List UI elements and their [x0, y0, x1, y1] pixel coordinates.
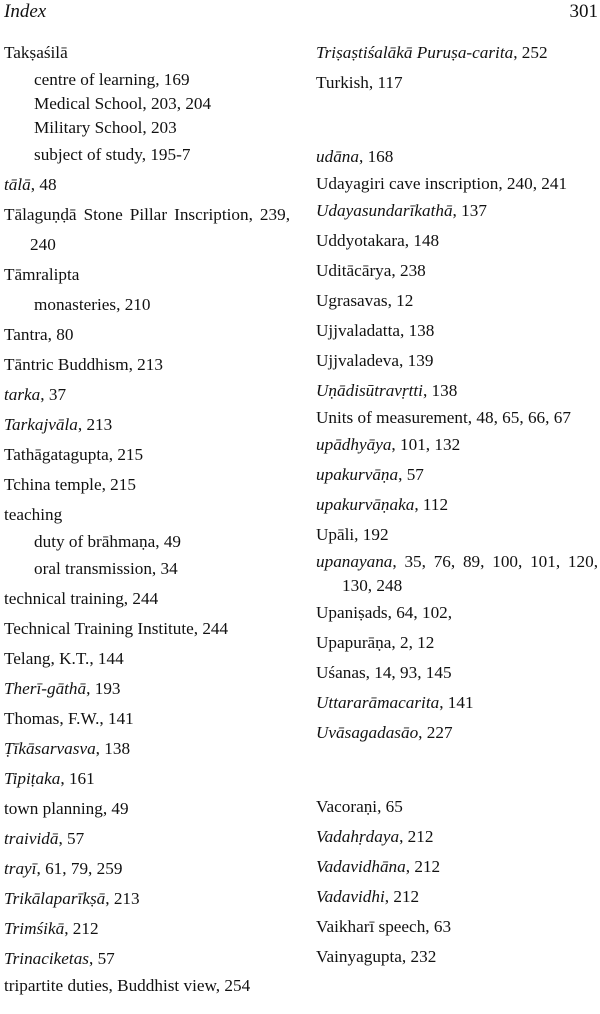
index-entry: Trimśikā, 212 [4, 919, 99, 938]
index-entry: Uttararāmacarita, 141 [316, 693, 474, 712]
index-entry: Uditācārya, 238 [316, 261, 426, 280]
index-entry: Trikālaparīkṣā, 213 [4, 889, 140, 908]
index-entry: Uśanas, 14, 93, 145 [316, 663, 452, 682]
index-entry: Turkish, 117 [316, 73, 403, 92]
index-entry: Technical Training Institute, 244 [4, 619, 229, 638]
section-title: Index [4, 1, 47, 22]
index-entry: tarka, 37 [4, 385, 67, 404]
index-subentry: subject of study, 195-7 [34, 145, 191, 164]
index-entry: Trinaciketas, 57 [4, 949, 115, 968]
index-entry: upakurvāṇa, 57 [316, 465, 424, 484]
index-entry: Upāli, 192 [316, 525, 389, 544]
index-subentry: Medical School, 203, 204 [34, 94, 212, 113]
index-entry: Vaikharī speech, 63 [316, 917, 452, 936]
index-entry: Triṣaṣtiśalākā Puruṣa-carita, 252 [316, 43, 548, 62]
page-number: 301 [569, 1, 598, 22]
index-entry: teaching [4, 505, 63, 524]
index-entry: traividā, 57 [4, 829, 85, 848]
index-entry: trayī, 61, 79, 259 [4, 859, 123, 878]
index-subentry: duty of brāhmaṇa, 49 [34, 532, 182, 551]
index-entry: Therī-gāthā, 193 [4, 679, 121, 698]
index-entry: Uddyotakara, 148 [316, 231, 440, 250]
index-entry: Uṇādisūtravṛtti, 138 [316, 381, 458, 400]
index-entry: tālā, 48 [4, 175, 57, 194]
index-entry: Uvāsagadasāo, 227 [316, 723, 453, 742]
index-subentry: oral transmission, 34 [34, 559, 178, 578]
index-entry: town planning, 49 [4, 799, 129, 818]
index-entry: technical training, 244 [4, 589, 159, 608]
index-entry: Takṣaśilā [4, 43, 68, 62]
page-header [4, 0, 598, 28]
index-entry: udāna, 168 [316, 147, 394, 166]
index-entry: Vadahṛdaya, 212 [316, 827, 434, 846]
index-entry: Udayagiri cave inscription, 240, 241 [316, 174, 568, 193]
letter-group-gap [316, 748, 598, 792]
index-entry: Upaniṣads, 64, 102, [316, 603, 453, 622]
index-entry: upādhyāya, 101, 132 [316, 435, 461, 454]
index-entry: Tāmralipta [4, 265, 80, 284]
index-entry: Tāntric Buddhism, 213 [4, 355, 163, 374]
index-column-left [4, 38, 290, 998]
letter-group-gap [316, 98, 598, 142]
index-entry: Tantra, 80 [4, 325, 74, 344]
index-entry: Vacoraṇi, 65 [316, 797, 403, 816]
index-entry: Tathāgatagupta, 215 [4, 445, 144, 464]
index-entry: Thomas, F.W., 141 [4, 709, 134, 728]
index-entry: Ugrasavas, 12 [316, 291, 414, 310]
index-entry: Telang, K.T., 144 [4, 649, 124, 668]
index-subentry: Military School, 203 [34, 118, 177, 137]
index-entry: Vadavidhi, 212 [316, 887, 420, 906]
index-subentry: centre of learning, 169 [34, 70, 190, 89]
index-column-right [316, 38, 598, 972]
index-entry: Ṭīkāsarvasva, 138 [4, 739, 131, 758]
index-entry: Upapurāṇa, 2, 12 [316, 633, 435, 652]
index-entry: Units of measurement, 48, 65, 66, 67 [316, 408, 571, 427]
index-entry: Vainyagupta, 232 [316, 947, 437, 966]
index-entry: Ujjvaladatta, 138 [316, 321, 435, 340]
index-entry: Udayasundarīkathā, 137 [316, 201, 487, 220]
index-entry: upakurvāṇaka, 112 [316, 495, 449, 514]
index-entry: Tipiṭaka, 161 [4, 769, 95, 788]
index-entry: upanayana, 35, 76, 89, 100, 101, 120, 130, 248 [316, 552, 598, 595]
index-entry: Ujjvaladeva, 139 [316, 351, 434, 370]
index-entry: tripartite duties, Buddhist view, 254 [4, 976, 251, 995]
index-entry: Tālaguṇḍā Stone Pillar Inscription, 239, 240 [4, 205, 290, 254]
index-entry: Vadavidhāna, 212 [316, 857, 441, 876]
index-entry: Tarkajvāla, 213 [4, 415, 113, 434]
index-entry: Tchina temple, 215 [4, 475, 136, 494]
index-subentry: monasteries, 210 [34, 295, 151, 314]
